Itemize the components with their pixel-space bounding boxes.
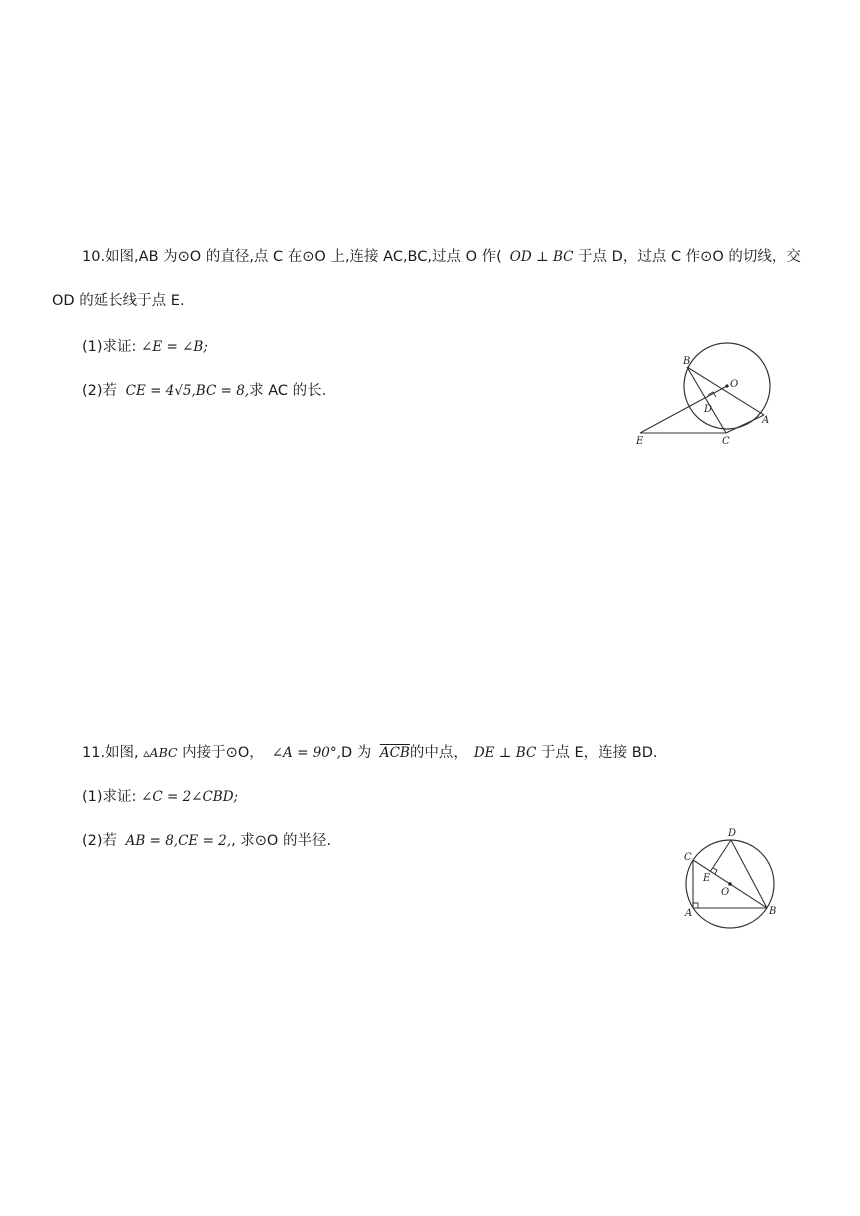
q11-line1-math-arc: $\overline{ACB}$: [379, 745, 410, 761]
q10-label-C: C: [722, 436, 730, 447]
q11-part1: [82, 787, 238, 807]
q10-line1-math: OD ⊥ BC: [509, 249, 574, 265]
q11-part1-text: (1)求证:: [82, 789, 142, 805]
q11-line1-text-c: D 为: [340, 745, 376, 761]
q10-part2-text-a: (2)若: [82, 383, 122, 399]
q11-label-D: D: [728, 828, 737, 839]
q11-line1-math-angle: ∠A = 90°,: [271, 745, 341, 761]
q11-figure: [676, 822, 786, 932]
q10-seg-BA: [687, 367, 764, 415]
q11-line1: [82, 743, 658, 763]
q11-part2: [82, 831, 331, 851]
q11-line1-text-b: 内接于⊙O，: [177, 745, 264, 761]
q10-label-D: D: [704, 404, 713, 415]
q10-label-E: E: [636, 436, 644, 447]
q11-label-A: A: [685, 908, 693, 919]
q10-label-B: B: [683, 356, 691, 367]
q10-line1-text-b: 于点 D，过点 C 作⊙O 的切线，交: [573, 249, 801, 265]
q10-line1-text-a: 10.如图,AB 为⊙O 的直径,点 C 在⊙O 上,连接 AC,BC,过点 O 作(: [82, 249, 502, 265]
q11-seg-DE: [710, 840, 731, 872]
q11-label-C: C: [684, 852, 692, 863]
q11-line1-text-a: 11.如图,: [82, 745, 144, 761]
q11-part2-text-a: (2)若: [82, 833, 122, 849]
q10-part2-text-b: 求 AC 的长.: [249, 383, 327, 399]
q11-label-O: O: [721, 887, 730, 898]
q10-figure: [630, 340, 780, 450]
q11-line1-text-d: 的中点，: [409, 745, 468, 761]
q11-part2-math: AB = 8,CE = 2,: [125, 833, 232, 849]
q10-part1-math: ∠E = ∠B;: [141, 339, 208, 355]
q10-seg-CA: [726, 415, 764, 433]
q10-point-O: [725, 384, 728, 387]
q11-line1-math-triangle: ▵ABC: [143, 745, 178, 760]
q11-label-B: B: [769, 906, 777, 917]
q11-part2-text-b: , 求⊙O 的半径.: [231, 833, 332, 849]
q10-line2: OD 的延长线于点 E.: [52, 293, 185, 309]
q11-label-E: E: [703, 873, 711, 884]
q10-part1: [82, 337, 208, 357]
q11-part1-math: ∠C = 2∠CBD;: [141, 789, 239, 805]
q10-part2-math: CE = 4√5,BC = 8,: [125, 383, 250, 399]
q11-point-O: [728, 882, 732, 886]
q11-line1-math-perp: DE ⊥ BC: [473, 745, 537, 761]
q11-line1-text-e: 于点 E，连接 BD.: [536, 745, 658, 761]
q10-line1: [82, 247, 801, 267]
q11-seg-DB: [731, 840, 767, 908]
q10-seg-BC: [687, 367, 726, 433]
q10-label-A: A: [762, 415, 770, 426]
q10-label-O: O: [730, 379, 739, 390]
q10-part2: [82, 381, 326, 401]
q11-right-angle-mark-A: [693, 903, 698, 908]
q10-part1-text: (1)求证:: [82, 339, 142, 355]
